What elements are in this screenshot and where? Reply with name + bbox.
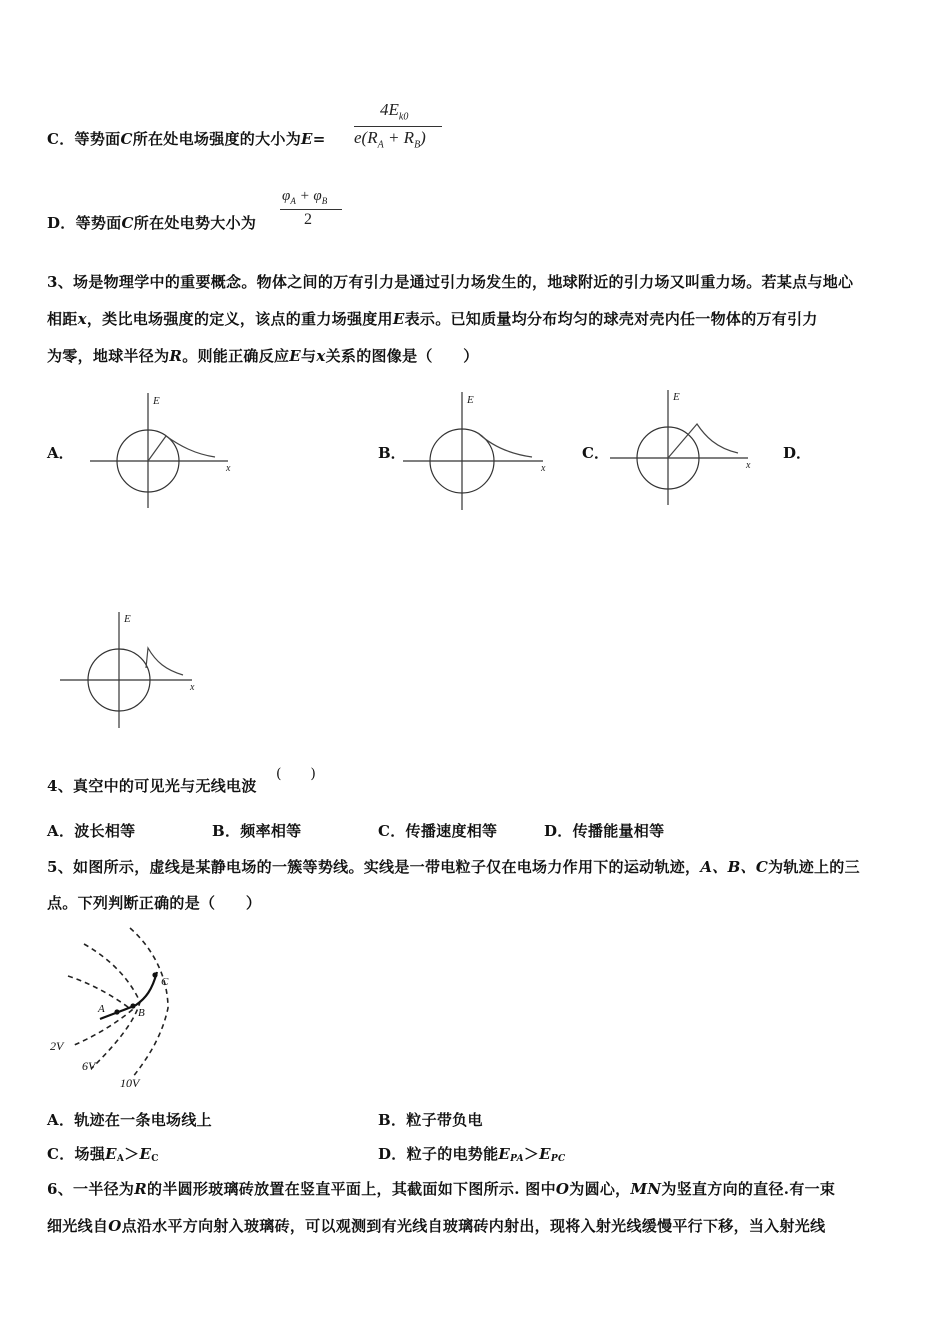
q6-l1-r: R (134, 1180, 148, 1198)
q5-label-2v: 2V (50, 1039, 64, 1053)
q5-label-a: A (98, 1003, 105, 1015)
q5-label-10v: 10V (120, 1076, 140, 1090)
graph-c-e-label: E (673, 391, 680, 403)
q3-l2-c: 表示。已知质量均分布均匀的球壳对壳内任一物体的万有引力 (404, 310, 818, 328)
q4-paren: ( ) (276, 766, 317, 782)
q5-l1-pts: A、B、C (700, 858, 769, 876)
q3-l3-a: 为零，地球半径为 (47, 347, 170, 365)
q5-equipotential-10v (130, 928, 168, 1078)
q3-l3-c: 与 (301, 347, 317, 365)
q6-l1-mn: MN (630, 1180, 662, 1198)
q6-l1-b: 的半圆形玻璃砖放置在竖直平面上，其截面如下图所示. 图中 (147, 1180, 556, 1198)
q3-option-a-label[interactable]: A． (47, 444, 74, 462)
q3-l3-b: 。则能正确反应 (182, 347, 290, 365)
q3-option-c-label[interactable]: C． (582, 444, 609, 462)
q5-option-a[interactable]: A．轨迹在一条电场线上 (47, 1111, 212, 1129)
graph-b-x-label: x (541, 463, 546, 474)
q5-d-gt: ＞ (523, 1145, 540, 1163)
q5-trajectory (100, 972, 157, 1019)
q4-option-c[interactable]: C．传播速度相等 (378, 822, 498, 840)
frac-d-sub-a: A (290, 196, 296, 206)
option-c-text: 所在处电场强度的大小为 (132, 130, 302, 148)
graph-a-x-label: x (226, 463, 231, 474)
q3-l2-x: x (77, 310, 87, 328)
q3-l3-r: R (169, 347, 183, 365)
q5-l1-b: 为轨迹上的三 (768, 858, 860, 876)
q6-l1-a: 6、一半径为 (47, 1180, 135, 1198)
q5-point-c (152, 972, 157, 977)
q3-option-d-label[interactable]: D． (783, 444, 812, 462)
graph-d-e-label: E (124, 613, 131, 625)
q3-l2-e: E (392, 310, 405, 328)
frac-c-num-text: 4E (380, 100, 399, 119)
q5-d-text: D．粒子的电势能 (378, 1145, 499, 1163)
q4-option-b[interactable]: B．频率相等 (212, 822, 302, 840)
q5-d-s2: PC (550, 1154, 566, 1164)
graph-c-x-label: x (746, 460, 751, 471)
q5-l1-a: 5、如图所示，虚线是某静电场的一簇等势线。实线是一带电粒子仅在电场力作用下的运动轨迹， (47, 858, 701, 876)
graph-b-e-label: E (467, 394, 474, 406)
q3-l3-x: x (316, 347, 326, 365)
q5-option-d[interactable] (378, 1143, 565, 1164)
q4-option-d[interactable]: D．传播能量相等 (544, 822, 665, 840)
q5-d-e2: E (539, 1145, 551, 1163)
q3-l2-a: 相距 (47, 310, 78, 328)
frac-c-den-text: e(R (354, 128, 378, 147)
option-d-text: 所在处电势大小为 (133, 214, 257, 232)
frac-d-sub-b: B (321, 196, 328, 206)
frac-c-den-sub-b: B (414, 139, 421, 151)
fraction-d-denominator: 2 (304, 211, 312, 228)
option-c-eq: = (312, 130, 326, 148)
q5-label-b: B (138, 1007, 145, 1019)
q6-l2-b: 点沿水平方向射入玻璃砖，可以观测到有光线自玻璃砖内射出，现将入射光线缓慢平行下移，当入射光线 (121, 1217, 826, 1235)
q3-l2-b: ，类比电场强度的定义，该点的重力场强度用 (86, 310, 393, 328)
q4-stem: 4、真空中的可见光与无线电波 (47, 777, 257, 795)
q5-c-e2: E (139, 1145, 152, 1163)
q5-c-s1: A (116, 1154, 125, 1164)
q6-l1-d: 为竖直方向的直径.有一束 (661, 1180, 836, 1198)
option-c-prefix: C．等势面 (47, 130, 121, 148)
q5-point-a (114, 1009, 119, 1014)
q5-c-s2: C (151, 1154, 159, 1164)
q6-l2-a: 细光线自 (47, 1217, 109, 1235)
option-c-evar: E (301, 130, 313, 148)
q5-c-e1: E (105, 1145, 117, 1163)
q5-option-b[interactable]: B．粒子带负电 (378, 1111, 483, 1129)
frac-d-plus: + φ (299, 188, 322, 204)
q3-option-b-label[interactable]: B． (378, 444, 406, 462)
q4-option-a[interactable]: A．波长相等 (47, 822, 136, 840)
option-d-prefix: D．等势面 (47, 214, 122, 232)
q5-label-6v: 6V (82, 1059, 96, 1073)
q3-l3-d: 关系的图像是（ ） (325, 347, 479, 365)
q5-point-b (130, 1003, 135, 1008)
q3-l3-e: E (289, 347, 302, 365)
q5-option-c[interactable] (47, 1143, 159, 1164)
graph-a-e-label: E (153, 395, 160, 407)
frac-c-den-plus: + R (387, 128, 415, 147)
q5-c-gt: ＞ (124, 1145, 140, 1163)
q6-l2-o: O (108, 1217, 122, 1235)
frac-c-den-sub-a: A (377, 139, 384, 151)
graph-d-x-label: x (190, 682, 195, 693)
frac-c-num-sub: k0 (398, 111, 409, 123)
q6-l1-o: O (555, 1180, 570, 1198)
option-c-var: C (120, 130, 133, 148)
q5-label-c: C (161, 976, 169, 988)
q6-line1 (47, 1178, 835, 1199)
q5-c-text: C．场强 (47, 1145, 106, 1163)
frac-c-den-close: ) (420, 128, 426, 147)
option-d-var: C (121, 214, 134, 232)
q5-line2: 点。下列判断正确的是（ ） (47, 894, 262, 912)
q6-line2 (47, 1215, 825, 1236)
frac-d-phi-a: φ (282, 188, 291, 204)
q3-line1: 3、场是物理学中的重要概念。物体之间的万有引力是通过引力场发生的，地球附近的引力场又叫重力场。若某点与地心 (47, 273, 854, 291)
q5-d-e1: E (498, 1145, 511, 1163)
q6-l1-c: 为圆心， (569, 1180, 631, 1198)
q5-d-s1: PA (510, 1154, 524, 1164)
